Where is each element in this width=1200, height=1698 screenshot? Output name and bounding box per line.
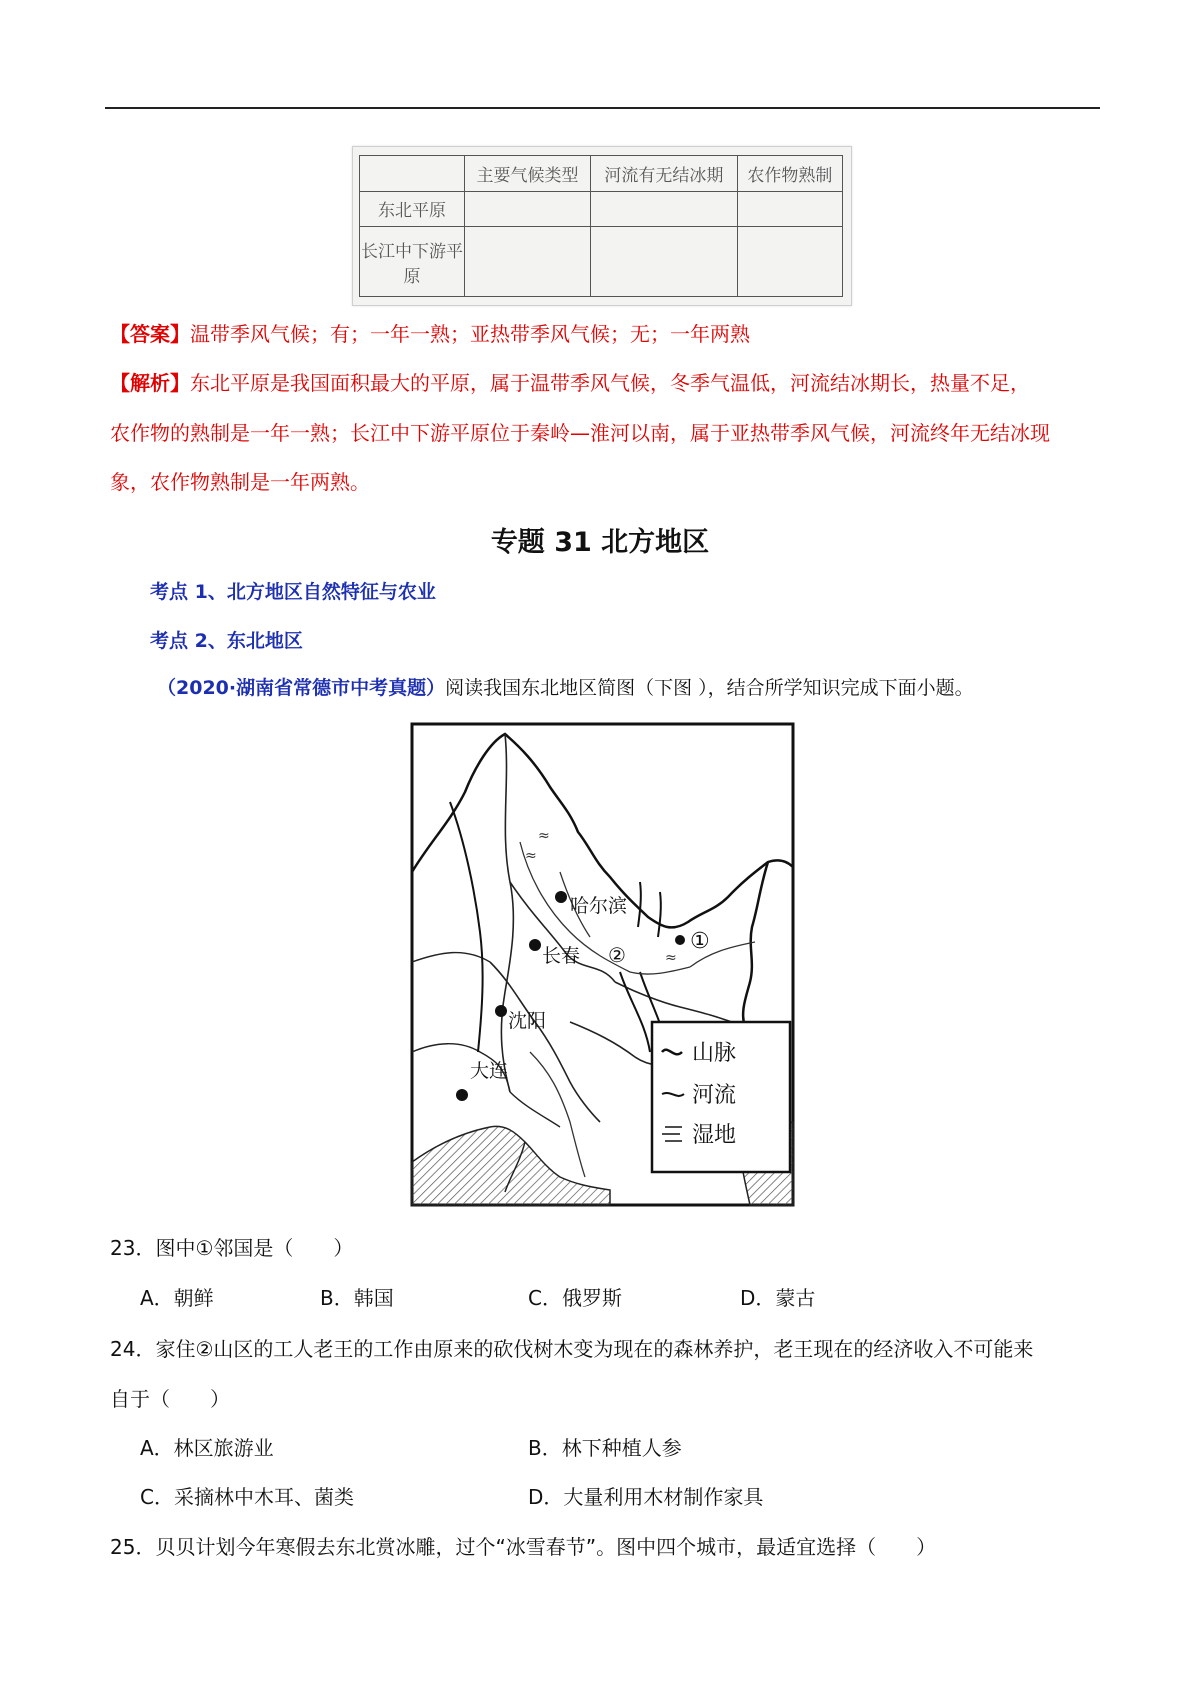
svg-text:≈: ≈ — [525, 848, 537, 864]
q23-option-b: B．韩国 — [320, 1286, 394, 1310]
city-label: 沈阳 — [508, 1010, 547, 1032]
table-cell — [737, 227, 842, 297]
source-text: 阅读我国东北地区简图（下图 ），结合所学知识完成下面小题。 — [445, 677, 974, 699]
svg-text:≈: ≈ — [665, 950, 677, 966]
answer-tag: 【答案】 — [110, 322, 190, 346]
question-source — [157, 673, 974, 700]
svg-text:≈: ≈ — [538, 828, 550, 844]
analysis-text-1: 东北平原是我国面积最大的平原，属于温带季风气候，冬季气温低，河流结冰期长，热量不足， — [190, 371, 1030, 395]
header-rule — [105, 107, 1100, 109]
source-tag: （2020·湖南省常德市中考真题） — [157, 677, 446, 699]
answer-line — [110, 318, 750, 347]
blank-answer-table — [352, 146, 852, 306]
northeast-china-map — [410, 722, 795, 1207]
question-24-stem-2: 自于（ ） — [110, 1387, 230, 1411]
city-label: 大连 — [470, 1060, 509, 1082]
question-24-stem-1: 24．家住②山区的工人老王的工作由原来的砍伐树木变为现在的森林养护，老王现在的经济收入不可能来 — [110, 1337, 1034, 1361]
table-row-label: 长江中下游平原 — [360, 227, 465, 297]
answer-text: 温带季风气候；有；一年一熟；亚热带季风气候；无；一年两熟 — [190, 322, 750, 346]
city-label: 哈尔滨 — [570, 895, 628, 917]
table-cell — [737, 191, 842, 227]
kaodian-2: 考点 2、东北地区 — [150, 630, 303, 652]
legend-mountain: 山脉 — [692, 1041, 737, 1066]
legend-wetland: 湿地 — [692, 1123, 737, 1148]
q24-option-a: A．林区旅游业 — [140, 1436, 274, 1460]
analysis-line-1 — [110, 367, 1030, 396]
q24-option-d: D．大量利用木材制作家具 — [528, 1485, 764, 1509]
analysis-line-3: 象，农作物熟制是一年两熟。 — [110, 470, 370, 494]
table-cell — [465, 227, 591, 297]
section-title: 专题 31 北方地区 — [490, 527, 710, 558]
table-header-cell — [360, 156, 465, 192]
q23-option-a: A．朝鲜 — [140, 1286, 214, 1310]
analysis-line-2: 农作物的熟制是一年一熟；长江中下游平原位于秦岭—淮河以南，属于亚热带季风气候，河流终年无结冰现 — [110, 421, 1050, 445]
table-row-label: 东北平原 — [360, 191, 465, 227]
kaodian-1: 考点 1、北方地区自然特征与农业 — [150, 581, 436, 603]
city-label: 长春 — [542, 945, 581, 967]
analysis-tag: 【解析】 — [110, 371, 190, 395]
table-header-cell: 农作物熟制 — [737, 156, 842, 192]
table-cell — [591, 191, 738, 227]
marker-2: ② — [608, 943, 626, 967]
table-header-cell: 主要气候类型 — [465, 156, 591, 192]
q24-option-c: C．采摘林中木耳、菌类 — [140, 1485, 354, 1509]
q23-option-d: D．蒙古 — [740, 1286, 816, 1310]
question-25-stem: 25．贝贝计划今年寒假去东北赏冰雕，过个“冰雪春节”。图中四个城市，最适宜选择（ ） — [110, 1535, 937, 1559]
question-23-stem: 23．图中①邻国是（ ） — [110, 1236, 354, 1260]
table-header-cell: 河流有无结冰期 — [591, 156, 738, 192]
table-cell — [591, 227, 738, 297]
marker-1: ① — [690, 929, 710, 954]
table-cell — [465, 191, 591, 227]
q24-option-b: B．林下种植人参 — [528, 1436, 682, 1460]
legend-river: 河流 — [692, 1083, 737, 1108]
q23-option-c: C．俄罗斯 — [528, 1286, 622, 1310]
